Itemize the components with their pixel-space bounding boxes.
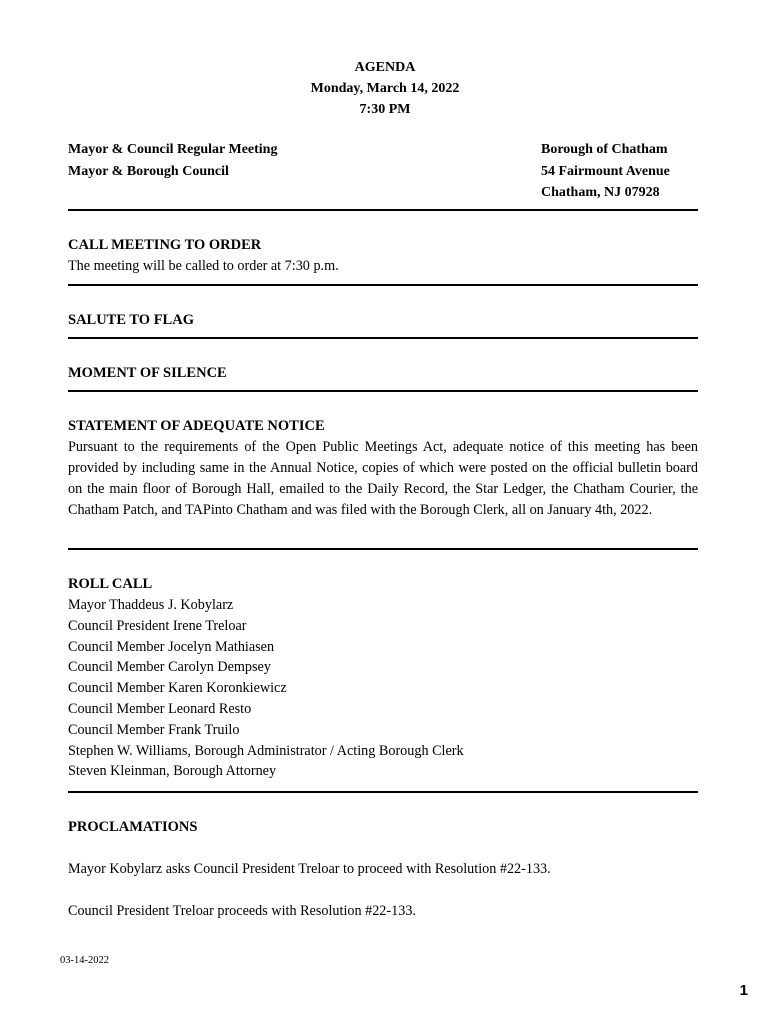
- list-item: Council Member Karen Koronkiewicz: [68, 680, 287, 697]
- footer-date: 03-14-2022: [60, 955, 109, 966]
- list-item: Council Member Frank Truilo: [68, 721, 240, 738]
- meeting-date: Monday, March 14, 2022: [310, 81, 460, 96]
- section-divider: [68, 284, 698, 286]
- list-item: Council Member Leonard Resto: [68, 700, 252, 717]
- list-item: Mayor Thaddeus J. Kobylarz: [68, 597, 234, 613]
- location-name: Borough of Chatham: [541, 142, 668, 157]
- proclamations-heading: PROCLAMATIONS: [68, 819, 198, 835]
- section-divider: [68, 337, 698, 339]
- meeting-body: Mayor & Borough Council: [68, 163, 229, 179]
- meeting-location: [541, 139, 670, 204]
- list-item: Council Member Carolyn Dempsey: [68, 659, 271, 676]
- location-city: Chatham, NJ 07928: [541, 185, 660, 200]
- meeting-info: [68, 139, 277, 182]
- roll-call-list: [68, 595, 464, 782]
- page-number: 1: [739, 982, 748, 999]
- list-item: Stephen W. Williams, Borough Administrator / Acting Borough Clerk: [68, 742, 464, 759]
- list-item: Council Member Jocelyn Mathiasen: [68, 638, 275, 655]
- call-to-order-heading: CALL MEETING TO ORDER: [68, 237, 262, 253]
- meeting-type: Mayor & Council Regular Meeting: [68, 142, 278, 157]
- section-divider: [68, 791, 698, 793]
- silence-heading: MOMENT OF SILENCE: [68, 365, 227, 381]
- location-street: 54 Fairmount Avenue: [541, 163, 670, 179]
- notice-heading: STATEMENT OF ADEQUATE NOTICE: [68, 418, 325, 434]
- agenda-title: AGENDA: [354, 60, 416, 75]
- call-to-order-text: The meeting will be called to order at 7:30 p.m.: [68, 258, 339, 274]
- proclamation-line: Mayor Kobylarz asks Council President Treloar to proceed with Resolution #22-133.: [68, 861, 551, 877]
- agenda-header: [0, 57, 770, 120]
- roll-call-heading: ROLL CALL: [68, 576, 153, 592]
- list-item: Council President Irene Treloar: [68, 617, 247, 634]
- notice-text: Pursuant to the requirements of the Open Public Meetings Act, adequate notice of this meeting has been provided by including same in the Annual Notice, copies of which were posted on the official bulletin board on the main floor of Borough Hall, emailed to the Daily Record, the Star Ledger, the Chatham Courier, the Chatham Patch, and TAPinto Chatham and was filed with the Borough Clerk, all on January 4th, 2022.: [68, 439, 698, 518]
- salute-heading: SALUTE TO FLAG: [68, 312, 194, 328]
- proclamation-line: Council President Treloar proceeds with Resolution #22-133.: [68, 903, 416, 919]
- section-divider: [68, 390, 698, 392]
- section-divider: [68, 209, 698, 211]
- meeting-time: 7:30 PM: [359, 102, 411, 117]
- section-divider: [68, 548, 698, 550]
- list-item: Steven Kleinman, Borough Attorney: [68, 763, 277, 780]
